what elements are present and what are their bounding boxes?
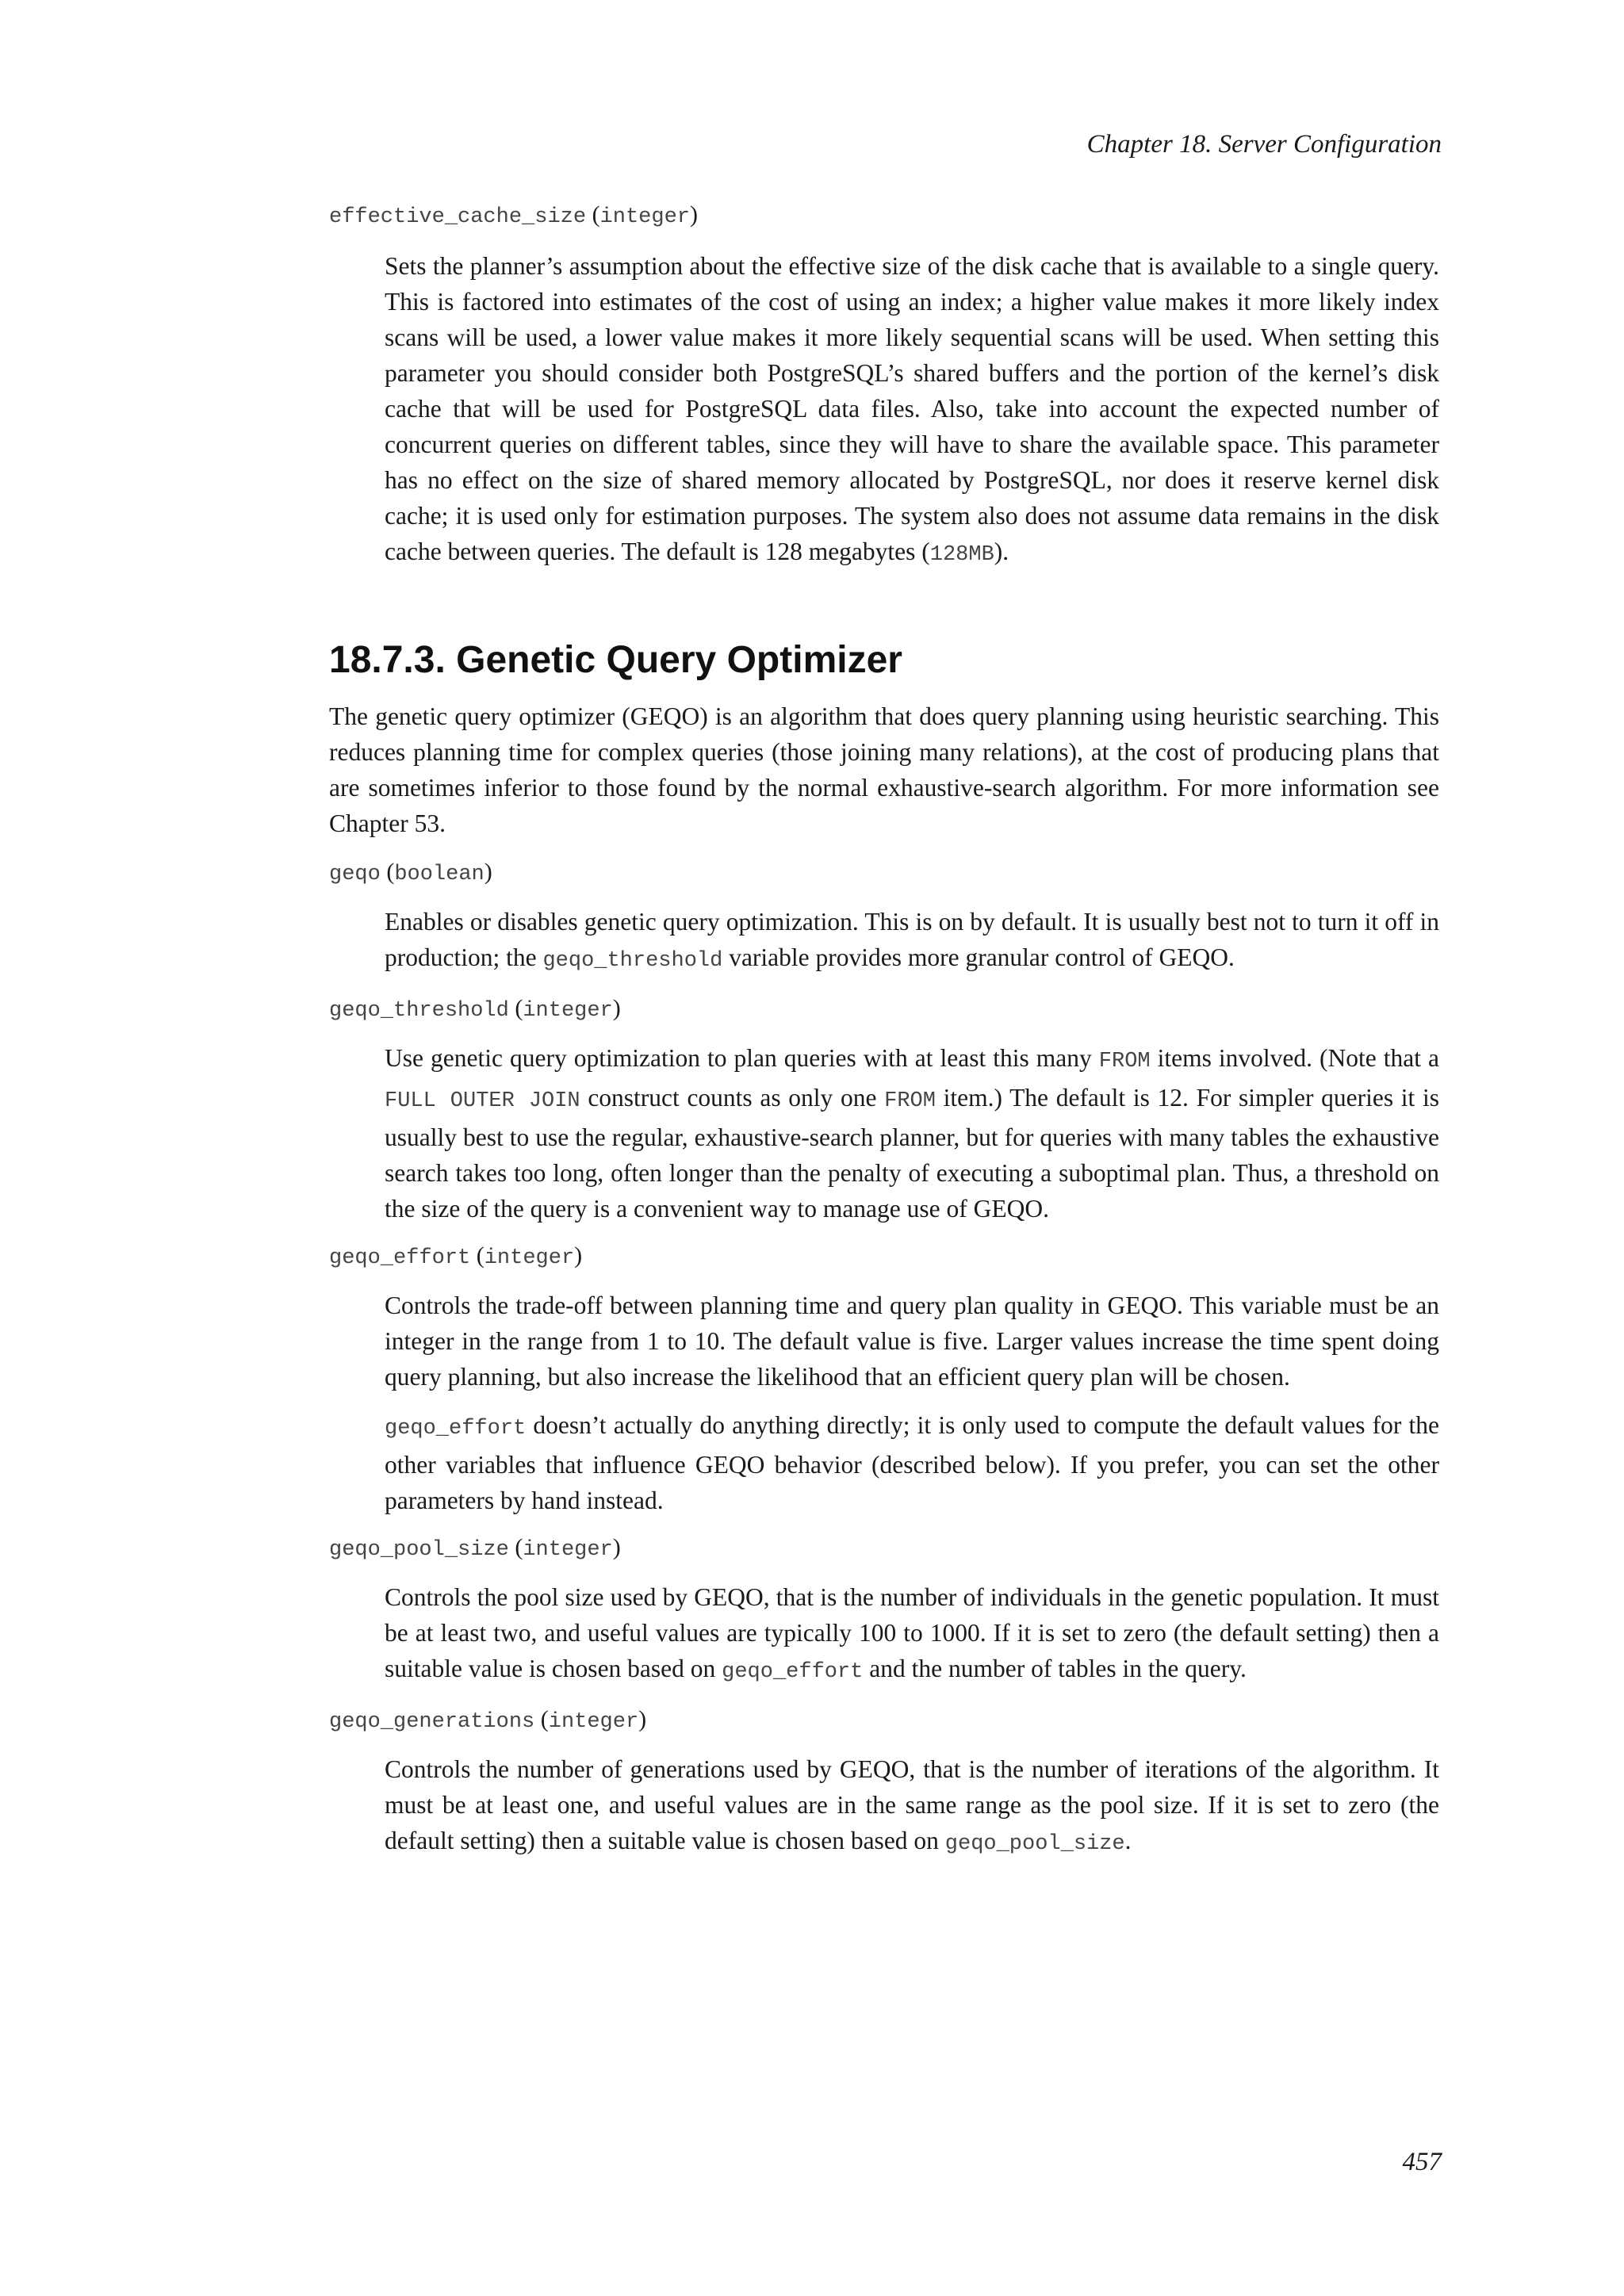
param-type: integer [599, 205, 690, 229]
desc-geqo-generations: Controls the number of generations used by GEQO, that is the number of iterations of the algorithm. It must be at least one, and useful values are in the same range as the pool size. If it is set to zero (the default setting) then a suitable value is chosen based on geqo_pool_size. [385, 1755, 1439, 1856]
param-type: boolean [394, 863, 485, 886]
desc-geqo-pool-size: Controls the pool size used by GEQO, that is the number of individuals in the genetic population. It must be at least two, and useful values are typically 100 to 1000. If it is set to zero (the default setting) then a suitable value is chosen based on geqo_effort and the number of tables in the query. [385, 1583, 1439, 1684]
param-type: integer [523, 999, 613, 1023]
param-name: geqo_effort [329, 1246, 471, 1270]
desc-effective-cache-size: Sets the planner’s assumption about the effective size of the disk cache that is available to a single query. This is factored into estimates of the cost of using an index; a higher value makes it more likely index scans will be used, a lower value makes it more likely sequential scans will be used. When setting this parameter you should consider both PostgreSQL’s shared buffers and the portion of the kernel’s disk cache that will be used for PostgreSQL data files. Also, take into account the expected number of concurrent queries on different tables, since they will have to share the available space. This parameter has no effect on the size of shared memory allocated by PostgreSQL, nor does it reserve kernel disk cache; it is used only for estimation purposes. The system also does not assume data remains in the disk cache between queries. The default is 128 megabytes (128MB). [385, 252, 1439, 567]
term-effective-cache-size: effective_cache_size (integer) [329, 201, 698, 229]
desc-geqo-effort: Controls the trade-off between planning time and query plan quality in GEQO. This variable must be an integer in the range from 1 to 10. The default value is five. Larger values increase the time spent doing query planning, but also increase the likelihood that an efficient query plan will be chosen. [385, 1292, 1439, 1391]
param-name: geqo_threshold [329, 999, 509, 1023]
param-name: geqo_generations [329, 1710, 535, 1734]
term-geqo-threshold: geqo_threshold (integer) [329, 995, 621, 1023]
page-number: 457 [1402, 2148, 1442, 2176]
desc-geqo-threshold: Use genetic query optimization to plan queries with at least this many FROM items involved. (Note that a FULL OUTER JOIN construct counts as only one FROM item.) The default is 12. For simpler queries it is usually best to use the regular, exhaustive-search planner, but for queries with many tables the exhaustive search takes too long, often longer than the penalty of executing a suboptimal plan. Thus, a threshold on the size of the query is a convenient way to manage use of GEQO. [385, 1044, 1440, 1223]
param-name: geqo_pool_size [329, 1538, 509, 1562]
param-type: integer [484, 1246, 575, 1270]
term-geqo: geqo (boolean) [329, 859, 492, 886]
desc-geqo: Enables or disables genetic query optimization. This is on by default. It is usually best not to turn it off in production; the geqo_threshold variable provides more granular control of GEQO. [385, 908, 1439, 973]
param-name: geqo [329, 863, 381, 886]
param-type: integer [548, 1710, 639, 1734]
param-type: integer [523, 1538, 613, 1562]
page-content [329, 198, 1439, 1862]
desc-geqo-effort-2: geqo_effort doesn’t actually do anything directly; it is only used to compute the default values for the other variables that influence GEQO behavior (described below). If you prefer, you can set the other parameters by hand instead. [385, 1411, 1439, 1514]
running-head: Chapter 18. Server Configuration [1086, 130, 1442, 159]
term-geqo-pool-size: geqo_pool_size (integer) [329, 1534, 621, 1562]
section-intro: The genetic query optimizer (GEQO) is an algorithm that does query planning using heuristic searching. This reduces planning time for complex queries (those joining many relations), at the cost of producing plans that are sometimes inferior to those found by the normal exhaustive-search algorithm. For more information see Chapter 53. [329, 702, 1439, 837]
term-geqo-effort: geqo_effort (integer) [329, 1242, 583, 1270]
param-name: effective_cache_size [329, 205, 587, 229]
term-geqo-generations: geqo_generations (integer) [329, 1706, 647, 1734]
section-heading: 18.7.3. Genetic Query Optimizer [329, 639, 902, 681]
